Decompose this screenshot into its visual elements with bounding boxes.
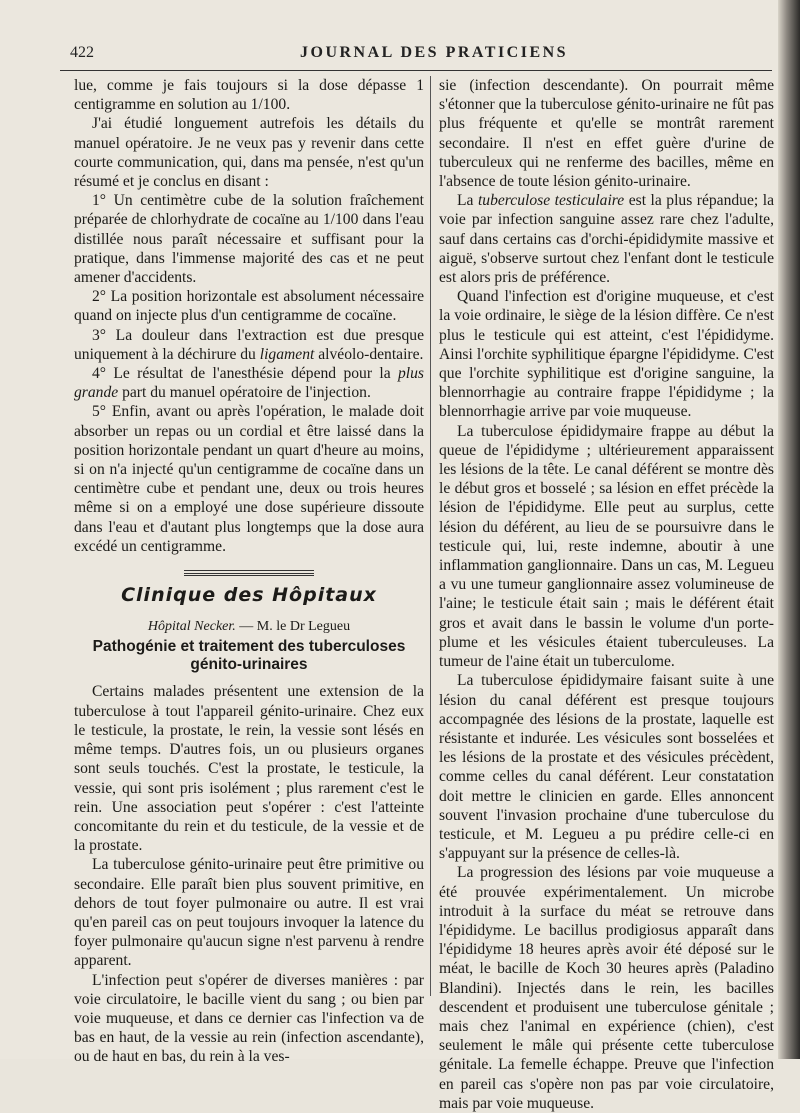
conclusion-item-1: 1° Un centimètre cube de la solution fraîchement préparée de chlorhydrate de cocaïne au 1/100 dans l'eau distillée nous paraît nécessaire et suffisant pour la pratique, dans l'immense majorité des cas et ne peut amener d'accidents. <box>74 192 424 287</box>
column-divider <box>430 76 431 996</box>
article-title: Pathogénie et traitement des tuberculoses génito-urinaires <box>92 638 406 674</box>
right-column <box>439 76 774 1113</box>
paragraph: La tuberculose testiculaire est la plus répandue; la voie par infection sanguine assez rare chez l'adulte, sauf dans certains cas d'orchi-épididymite massive et aiguë, s'observe surtout chez l'enfant dont le testicule est alors pris de préférence. <box>439 192 774 287</box>
section-separator <box>184 570 314 576</box>
left-column <box>74 76 424 1067</box>
paragraph: La tuberculose génito-urinaire peut être primitive ou secondaire. Elle paraît bien plus souvent primitive, en dehors de tout foyer pulmonaire ou autre. Il est vrai qu'en pareil cas on peut toujours invoquer la latence du foyer pulmonaire qu'aucun signe n'est parvenu à rendre apparent. <box>74 856 424 970</box>
header-rule <box>60 70 772 71</box>
paragraph: L'infection peut s'opérer de diverses manières : par voie circulatoire, le bacille vient du sang ; ou bien par voie muqueuse, et dans ce dernier cas l'infection va de bas en haut, de la vessie au rein (infection ascendante), ou de haut en bas, du rein à la ves- <box>74 971 424 1066</box>
paragraph: Quand l'infection est d'origine muqueuse, et c'est la voie ordinaire, le siège de la lésion diffère. Ce n'est plus le testicule qui est atteint, c'est l'épididyme. Ainsi l'orchite syphilitique épargne l'épididyme. C'est que l'orchite syphilitique est d'origine sanguine, la blennorrhagie au contraire frappe l'épididyme ; la blennorrhagie arrive par voie muqueuse. <box>439 288 774 421</box>
conclusion-item-3: 3° La douleur dans l'extraction est due presque uniquement à la déchirure du ligament alvéolo-dentaire. <box>74 326 424 363</box>
running-header <box>70 44 770 64</box>
paragraph: lue, comme je fais toujours si la dose dépasse 1 centigramme en solution au 1/100. <box>74 77 424 114</box>
page-number: 422 <box>70 44 94 61</box>
journal-title: JOURNAL DES PRATICIENS <box>300 44 569 61</box>
conclusion-item-4: 4° Le résultat de l'anesthésie dépend pour la plus grande part du manuel opératoire de l'injection. <box>74 365 424 402</box>
paragraph: sie (infection descendante). On pourrait même s'étonner que la tuberculose génito-urinaire ne fût pas plus fréquente et qu'elle se montrât rarement secondaire. Il n'est en effet guère d'urine de tuberculeux qui ne renferme des bacilles, même en l'absence de toute lésion génito-urinaire. <box>439 77 774 191</box>
conclusion-item-5: 5° Enfin, avant ou après l'opération, le malade doit absorber un repas ou un cordial et être laissé dans la position horizontale pendant un quart d'heure au moins, si on n'a injecté qu'un centigramme de cocaïne dans un centimètre cube et pendant une, deux ou trois heures même si on a employé une dose supérieure dissoute dans l'eau et d'autant plus longtemps que la dose aura excédé un centigramme. <box>74 403 424 555</box>
paragraph: Certains malades présentent une extension de la tuberculose à tout l'appareil génito-urinaire. Chez eux le testicule, la prostate, le rein, la vessie sont lésés en même temps. D'autres fois, un ou plusieurs organes sont seuls touchés. C'est la prostate, le testicule, la vessie, qui sont pris isolément ; plus rarement c'est le rein. Une association peut s'opérer : c'est l'atteinte concomitante du rein et du testicule, de la vessie et de la prostate. <box>74 683 424 855</box>
paragraph: J'ai étudié longuement autrefois les détails du manuel opératoire. Je ne veux pas y revenir dans cette courte communication, qui, dans ma pensée, n'est qu'un résumé et je conclus en disant : <box>74 115 424 191</box>
paragraph: La progression des lésions par voie muqueuse a été prouvée expérimentalement. Un microbe introduit à la surface du méat se retrouve dans l'épididyme. Le bacillus prodigiosus apparaît dans l'épididyme 18 heures après avoir été déposé sur le méat, le bacille de Koch 30 heures après (Paladino Blandini). Injectés dans le rein, les bacilles descendent et produisent une tuberculose génitale ; mais chez l'animal en expérience (chien), c'est seulement le mâle qui présente cette tuberculose génitale. La femelle échappe. Preuve que l'infection en pareil cas s'opère non pas par voie circulatoire, mais par voie muqueuse. <box>439 864 774 1112</box>
page-binding-shadow <box>778 0 800 1059</box>
article-byline: Hôpital Necker. — M. le Dr Legueu <box>147 619 351 635</box>
paragraph: La tuberculose épididymaire faisant suite à une lésion du canal déférent est presque toujours accompagnée des lésions de la prostate, laquelle est résistante et indurée. Les vésicules sont bosselées et les lésions de la prostate et des vésicules précèdent, comme celles du canal déférent. Leur constatation doit mettre le clinicien en garde. Elles annoncent souvent l'invasion prochaine d'une tuberculose du testicule, et M. Legueu a pu prédire celle-ci en s'appuyant sur la présence de celles-là. <box>439 672 774 863</box>
paragraph: La tuberculose épididymaire frappe au début la queue de l'épididyme ; ultérieurement apparaissent les lésions de la tête. Le canal déférent se montre dès le début gros et bosselé ; sa lésion en effet précède la lésion de l'épididyme. Elle peut au surplus, cette lésion du déférent, au lieu de se poursuivre dans le testicule qui, lui, reste indemne, aboutir à une inflammation ganglionnaire. Dans un cas, M. Legueu a vu une tumeur ganglionnaire assez volumineuse de l'aine; le testicule était sain ; mais le déférent était gros et avait dans le bassin le volume d'un porte-plume et les vésicules étaient tuberculeuses. La tumeur de l'aine était un tuberculome. <box>439 422 774 671</box>
conclusion-item-2: 2° La position horizontale est absolument nécessaire quand on injecte plus d'un centigramme de cocaïne. <box>74 288 424 325</box>
section-title: Clinique des Hôpitaux <box>121 584 377 607</box>
